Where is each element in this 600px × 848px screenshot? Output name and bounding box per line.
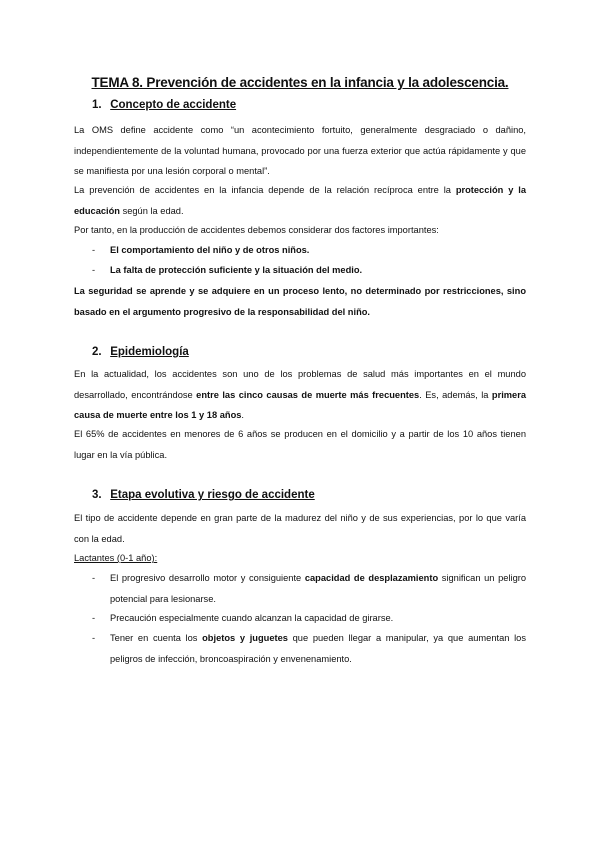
- bold-text: objetos y juguetes: [202, 633, 288, 643]
- section-3-title: Etapa evolutiva y riesgo de accidente: [110, 489, 315, 501]
- list-item: [92, 628, 526, 669]
- list-item: [92, 240, 526, 261]
- bold-text: capacidad de desplazamiento: [304, 573, 439, 583]
- list-item: [92, 260, 526, 281]
- section-1-heading: [92, 99, 236, 111]
- bullet-dash: -: [92, 265, 96, 275]
- list-item-text: Precaución especialmente cuando alcanzan la capacidad de girarse.: [110, 613, 394, 623]
- section-1-paragraph-4: La seguridad se aprende y se adquiere en un proceso lento, no determinado por restricciones, sino basado en el argumento progresivo de la responsabilidad del niño.: [74, 286, 526, 317]
- list-item-text: [110, 568, 526, 609]
- section-3-number: 3.: [92, 489, 102, 501]
- list-item-text: El comportamiento del niño y de otros niños.: [110, 245, 310, 255]
- list-item-text: La falta de protección suficiente y la situación del medio.: [110, 265, 363, 275]
- section-1-paragraph-2: [74, 180, 526, 221]
- section-2-paragraph-1: [74, 364, 526, 426]
- text-run: .: [241, 410, 245, 420]
- text-run: según la edad.: [119, 205, 184, 216]
- text-run: El progresivo desarrollo motor y consiguiente: [110, 573, 305, 583]
- page-title: TEMA 8. Prevención de accidentes en la infancia y la adolescencia.: [91, 75, 509, 90]
- section-3-paragraph-1: El tipo de accidente depende en gran parte de la madurez del niño y de sus experiencias, por lo que varía con la edad.: [74, 513, 526, 544]
- text-run: . Es, además, la: [419, 389, 492, 400]
- bullet-dash: -: [92, 633, 96, 643]
- bullet-dash: -: [92, 613, 96, 623]
- text-run: que pueden llegar a manipular, ya que aumentan los peligros de infección, broncoaspiración y envenenamiento.: [110, 633, 526, 664]
- section-1-title: Concepto de accidente: [110, 99, 237, 111]
- text-run: Tener en cuenta los: [110, 633, 203, 643]
- text-run: En la actualidad, los accidentes son uno de los problemas de salud más importantes en el mundo desarrollado, encontrándose: [74, 369, 526, 400]
- section-3-subheading: Lactantes (0-1 año):: [74, 553, 158, 563]
- bold-text: primera causa de muerte entre los 1 y 18 años: [74, 389, 526, 420]
- section-1-paragraph-3: Por tanto, en la producción de accidentes debemos considerar dos factores importantes:: [74, 225, 439, 235]
- section-2-number: 2.: [92, 346, 102, 358]
- list-item: [92, 568, 526, 609]
- section-2-heading: [92, 346, 189, 358]
- bullet-dash: -: [92, 245, 96, 255]
- bold-text: protección y la educación: [74, 185, 526, 216]
- text-run: significan un peligro potencial para lesionarse.: [110, 573, 526, 604]
- list-item-text: [110, 628, 526, 669]
- section-3-heading: [92, 489, 315, 501]
- section-2-title: Epidemiología: [110, 346, 189, 358]
- section-1-paragraph-1: La OMS define accidente como “un acontecimiento fortuito, generalmente desgraciado o dañino, independientemente de la voluntad humana, provocado por una fuerza exterior que actúa rápidamente y que se manifiesta por una lesión corporal o mental”.: [74, 125, 526, 176]
- bullet-dash: -: [92, 573, 96, 583]
- section-1-number: 1.: [92, 99, 102, 111]
- list-item: [92, 608, 526, 629]
- section-2-paragraph-2: El 65% de accidentes en menores de 6 años se producen en el domicilio y a partir de los 10 años tienen lugar en la vía pública.: [74, 429, 526, 460]
- bold-text: entre las cinco causas de muerte más frecuentes: [196, 389, 420, 400]
- text-run: La prevención de accidentes en la infancia depende de la relación recíproca entre la: [74, 185, 456, 195]
